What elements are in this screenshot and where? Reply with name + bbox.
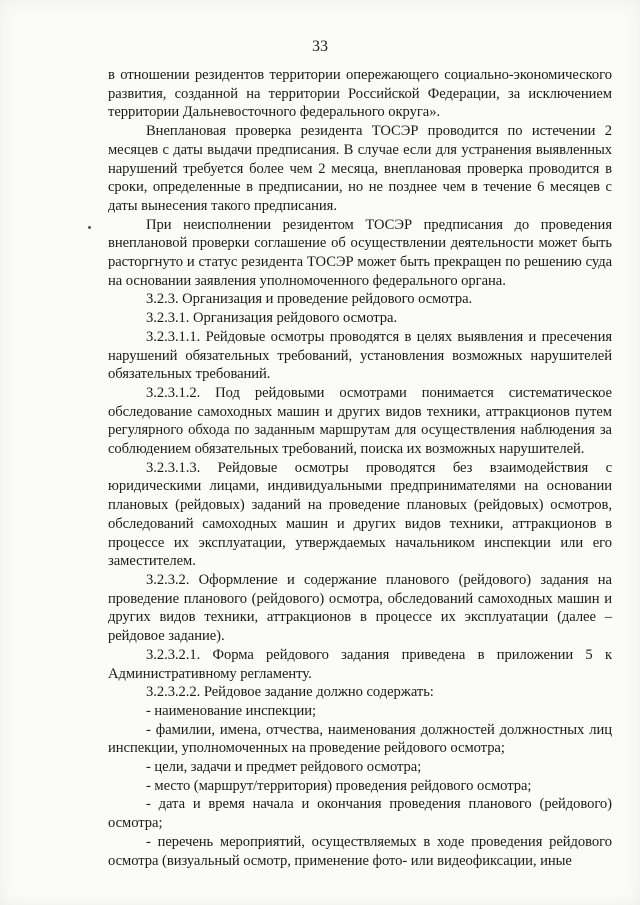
- page-number: 33: [312, 38, 328, 55]
- clause-3-2-3-1-3: 3.2.3.1.3. Рейдовые осмотры проводятся без взаимодействия с юридическими лицами, индивидуальными предпринимателями на основании плановых (рейдовых) заданий на проведение плановых (рейдовых) осмотров, обследований самоходных машин и других видов техники, аттракционов в процессе их эксплуатации, утверждаемых начальником инспекции или его заместителем.: [108, 459, 612, 570]
- list-item-officials: - фамилии, имена, отчества, наименования должностей должностных лиц инспекции, уполномоченных на проведение рейдового осмотра;: [108, 721, 612, 757]
- list-item-place: - место (маршрут/территория) проведения рейдового осмотра;: [146, 777, 532, 794]
- clause-3-2-3-1-2: 3.2.3.1.2. Под рейдовыми осмотрами понимается систематическое обследование самоходных машин и других видов техники, аттракционов путем регулярного обхода по заданным маршрутам для осуществления наблюдения за соблюдением обязательных требований, поиска их возможных нарушителей.: [108, 384, 612, 458]
- section-heading-3-2-3: 3.2.3. Организация и проведение рейдового осмотра.: [146, 291, 473, 308]
- list-item-datetime: - дата и время начала и окончания проведения планового (рейдового) осмотра;: [108, 796, 612, 832]
- scan-mark: [88, 226, 91, 229]
- document-body: [108, 66, 612, 870]
- list-item-measures: - перечень мероприятий, осуществляемых в ходе проведения рейдового осмотра (визуальный осмотр, применение фото- или видеофиксации, иные: [108, 833, 612, 869]
- clause-3-2-3-2-2: 3.2.3.2.2. Рейдовое задание должно содержать:: [146, 684, 434, 701]
- list-item-goals: - цели, задачи и предмет рейдового осмотра;: [146, 759, 422, 776]
- section-heading-3-2-3-1: 3.2.3.1. Организация рейдового осмотра.: [146, 310, 398, 327]
- clause-3-2-3-2: 3.2.3.2. Оформление и содержание планового (рейдового) задания на проведение планового (рейдового) осмотра, обследований самоходных машин и других видов техники, аттракционов в процессе их эксплуатации (далее – рейдовое задание).: [108, 571, 612, 645]
- clause-3-2-3-1-1: 3.2.3.1.1. Рейдовые осмотры проводятся в целях выявления и пресечения нарушений обязательных требований, установления возможных нарушителей обязательных требований.: [108, 328, 612, 383]
- paragraph-1: в отношении резидентов территории опережающего социально-экономического развития, созданной на территории Российской Федерации, за исключением территории Дальневосточного федерального округа».: [108, 67, 612, 121]
- paragraph-3: При неисполнении резидентом ТОСЭР предписания до проведения внеплановой проверки соглашение об осуществлении деятельности может быть расторгнуто и статус резидента ТОСЭР может быть прекращен по решению суда на основании заявления уполномоченного федерального органа.: [108, 216, 612, 289]
- list-item-inspection-name: - наименование инспекции;: [146, 702, 317, 719]
- clause-3-2-3-2-1: 3.2.3.2.1. Форма рейдового задания приведена в приложении 5 к Административному регламенту.: [108, 646, 612, 682]
- paragraph-2: Внеплановая проверка резидента ТОСЭР проводится по истечении 2 месяцев с даты выдачи предписания. В случае если для устранения выявленных нарушений требуется более чем 2 месяца, внеплановая проверка проводится в сроки, определенные в предписании, но не позднее чем в течение 6 месяцев с даты вынесения такого предписания.: [108, 123, 612, 214]
